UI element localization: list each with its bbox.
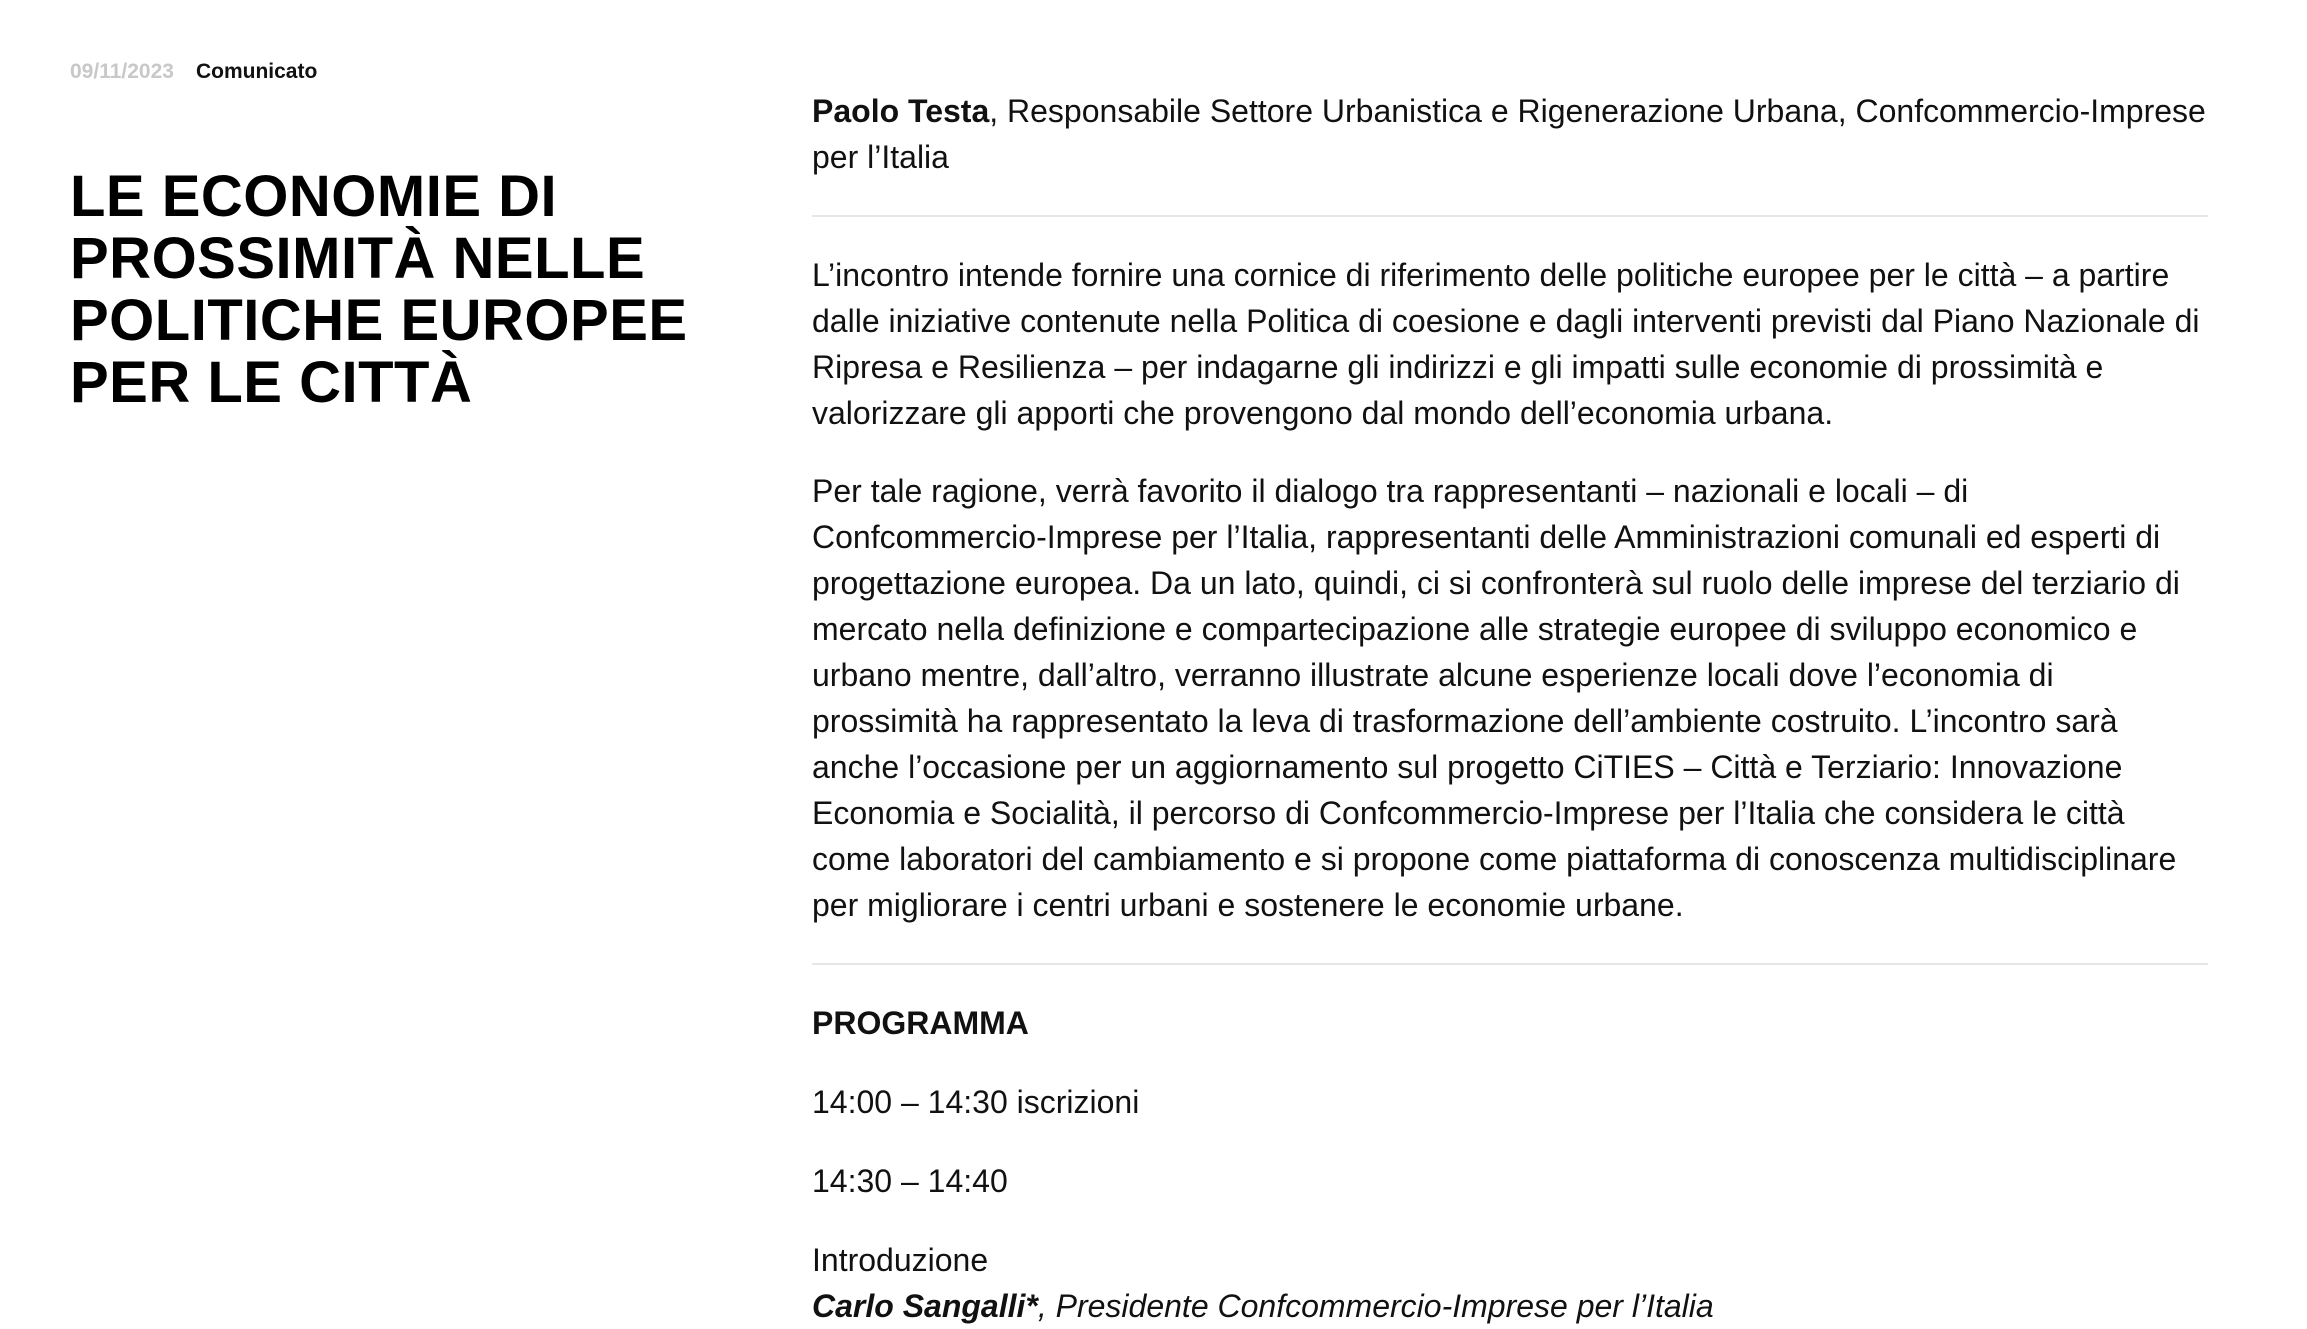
article-meta xyxy=(70,60,710,84)
speaker-name: Paolo Testa xyxy=(812,93,990,129)
category-link[interactable]: Comunicato xyxy=(195,60,318,83)
divider xyxy=(812,215,2208,217)
programma-item: 14:30 – 14:40 xyxy=(812,1163,1008,1199)
divider xyxy=(812,963,2208,965)
intro-speaker-role: , Presidente Confcommercio-Imprese per l’Italia xyxy=(1037,1288,1714,1324)
intro-speaker-name: Carlo Sangalli* xyxy=(812,1288,1038,1324)
programma-heading: PROGRAMMA xyxy=(812,1005,1029,1041)
header-column xyxy=(70,60,710,414)
intro-speaker xyxy=(812,1288,1714,1324)
body-paragraph: Per tale ragione, verrà favorito il dialogo tra rappresentanti – nazionali e locali – di Confcommercio-Imprese per l’Italia, rappresentanti delle Amministrazioni comunali ed esperti di progettazione europea. Da un lato, quindi, ci si confronterà sul ruolo delle imprese del terziario di mercato nella definizione e compartecipazione alle strategie europee di sviluppo economico e urbano mentre, dall’altro, verranno illustrate alcune esperienze locali dove l’economia di prossimità ha rappresentato la leva di trasformazione dell’ambiente costruito. L’incontro sarà anche l’occasione per un aggiornamento sul progetto CiTIES – Città e Terziario: Innovazione Economia e Socialità, il percorso di Confcommercio-Imprese per l’Italia che considera le città come laboratori del cambiamento e si propone come piattaforma di conoscenza multidisciplinare per migliorare i centri urbani e sostenere le economie urbane. xyxy=(812,473,2180,923)
programma-item: 14:00 – 14:30 iscrizioni xyxy=(812,1084,1140,1120)
publish-date: 09/11/2023 xyxy=(70,60,174,83)
speaker-role: , Responsabile Settore Urbanistica e Rigenerazione Urbana, Confcommercio-Imprese per l’Italia xyxy=(812,93,2206,175)
body-paragraph: L’incontro intende fornire una cornice di riferimento delle politiche europee per le città – a partire dalle iniziative contenute nella Politica di coesione e dagli interventi previsti dal Piano Nazionale di Ripresa e Resilienza – per indagarne gli indirizzi e gli impatti sulle economie di prossimità e valorizzare gli apporti che provengono dal mondo dell’economia urbana. xyxy=(812,257,2200,431)
intro-label: Introduzione xyxy=(812,1242,989,1278)
article-body xyxy=(812,88,2208,1329)
programma-intro xyxy=(812,1237,2208,1329)
speaker-line xyxy=(812,88,2208,180)
page-title: LE ECONOMIE DI PROSSIMITÀ NELLE POLITICHE EUROPEE PER LE CITTÀ xyxy=(70,164,688,415)
